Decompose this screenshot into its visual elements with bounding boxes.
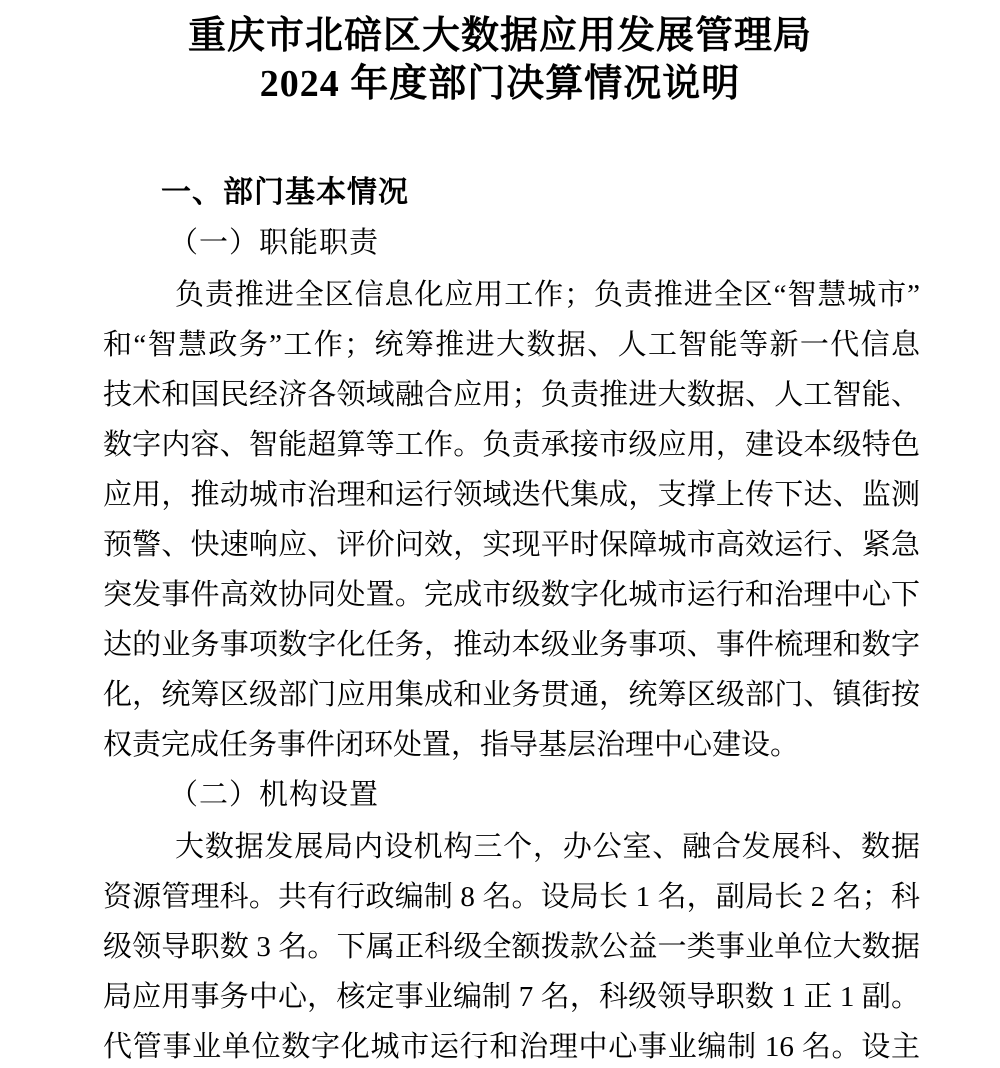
paragraph-line: 局应用事务中心，核定事业编制 7 名，科级领导职数 1 正 1 副。 [103,981,920,1013]
document-body [103,108,920,1068]
subsection-1-1-paragraph [103,270,920,770]
section-1-heading: 一、部门基本情况 [161,176,409,209]
paragraph-line: 应用，推动城市治理和运行领域迭代集成，支撑上传下达、监测 [103,479,920,511]
subsection-1-1-heading: （一）职能职责 [169,227,380,259]
paragraph-line: 资源管理科。共有行政编制 8 名。设局长 1 名，副局长 2 名；科 [103,881,920,913]
document-title-line-1: 重庆市北碚区大数据应用发展管理局 [187,15,812,57]
document-title-line-2: 2024 年度部门决算情况说明 [259,63,741,105]
paragraph-line: 负责推进全区信息化应用工作；负责推进全区“智慧城市” [175,279,920,311]
document-title [0,0,1000,108]
paragraph-line: 数字内容、智能超算等工作。负责承接市级应用，建设本级特色 [103,429,920,461]
paragraph-line: 达的业务事项数字化任务，推动本级业务事项、事件梳理和数字 [103,629,920,661]
subsection-1-2-heading: （二）机构设置 [169,779,380,811]
paragraph-line: 和“智慧政务”工作；统筹推进大数据、人工智能等新一代信息 [103,329,920,361]
paragraph-line: 权责完成任务事件闭环处置，指导基层治理中心建设。 [103,729,800,761]
paragraph-line: 技术和国民经济各领域融合应用；负责推进大数据、人工智能、 [103,379,920,411]
paragraph-line: 代管事业单位数字化城市运行和治理中心事业编制 16 名。设主 [103,1031,920,1063]
paragraph-line: 预警、快速响应、评价问效，实现平时保障城市高效运行、紧急 [103,529,920,561]
subsection-1-2-paragraph [103,822,920,1068]
paragraph-line: 级领导职数 3 名。下属正科级全额拨款公益一类事业单位大数据 [103,931,920,963]
paragraph-line: 化，统筹区级部门应用集成和业务贯通，统筹区级部门、镇街按 [103,679,920,711]
paragraph-line: 大数据发展局内设机构三个，办公室、融合发展科、数据 [175,831,920,863]
paragraph-line: 突发事件高效协同处置。完成市级数字化城市运行和治理中心下 [103,579,920,611]
